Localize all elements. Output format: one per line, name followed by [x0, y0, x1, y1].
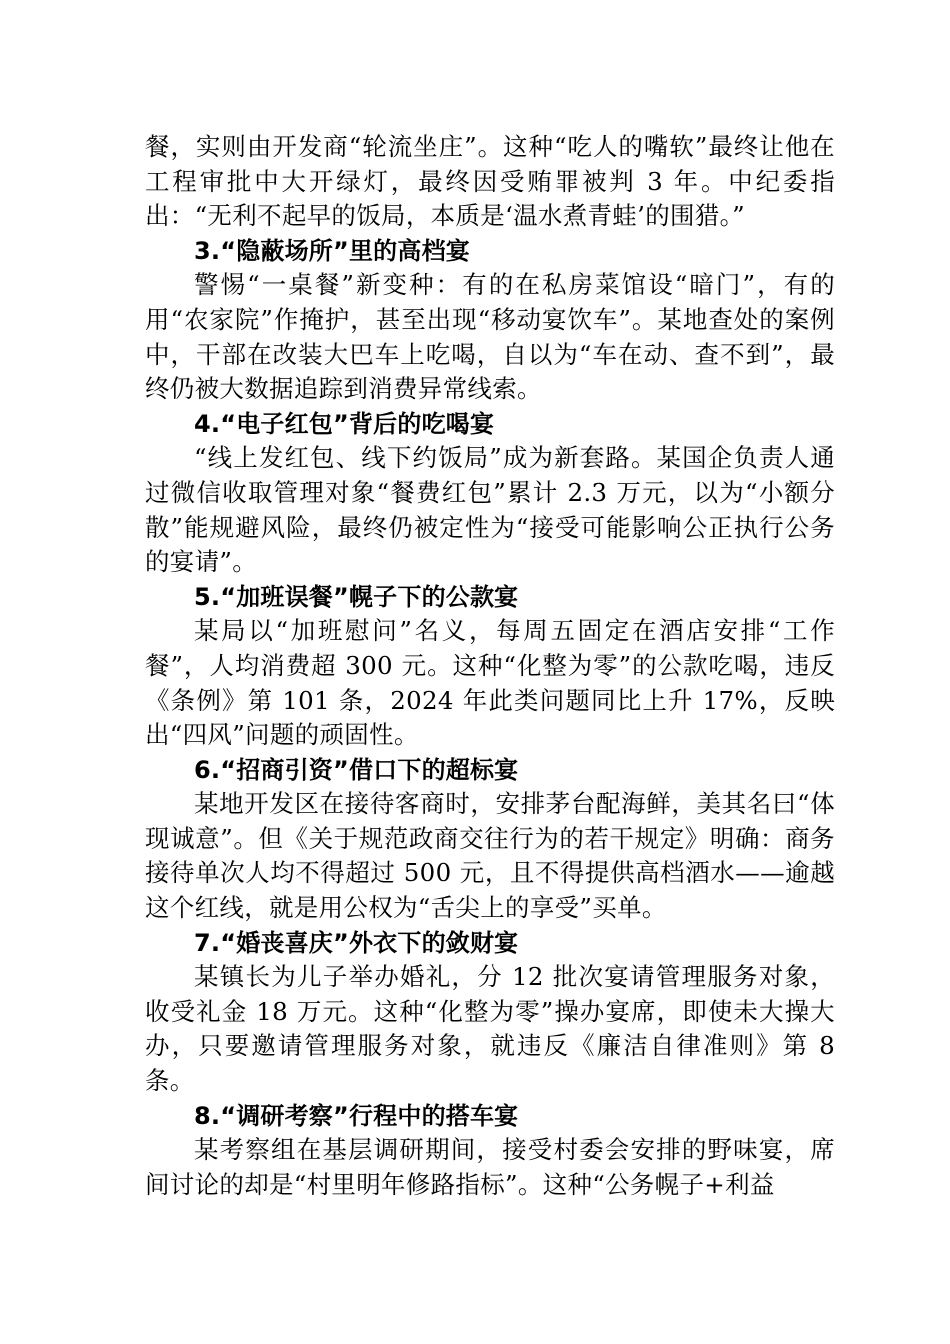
section-body-6: 某地开发区在接待客商时，安排茅台配海鲜，美其名曰“体现诚意”。但《关于规范政商交往行为的若干规定》明确：商务接待单次人均不得超过 500 元，且不得提供高档酒水——逾越这个红线，就是用公权为“舌尖上的享受”买单。	[145, 789, 835, 923]
continuation-paragraph: 餐，实则由开发商“轮流坐庄”。这种“吃人的嘴软”最终让他在工程审批中大开绿灯，最终因受贿罪被判 3 年。中纪委指出：“无利不起早的饭局，本质是‘温水煮青蛙’的围猎。”	[145, 132, 835, 231]
section-heading-8: 8.“调研考察”行程中的搭车宴	[194, 1101, 519, 1130]
section-heading-6: 6.“招商引资”借口下的超标宴	[194, 755, 519, 784]
section-body-8: 某考察组在基层调研期间，接受村委会安排的野味宴，席间讨论的却是“村里明年修路指标”。这种“公务幌子+利益	[145, 1135, 835, 1199]
section-body-7: 某镇长为儿子举办婚礼，分 12 批次宴请管理服务对象，收受礼金 18 万元。这种“化整为零”操办宴席，即使未大操大办，只要邀请管理服务对象，就违反《廉洁自律准则》第 8 条。	[145, 962, 835, 1096]
section-body-5: 某局以“加班慰问”名义，每周五固定在酒店安排“工作餐”，人均消费超 300 元。这种“化整为零”的公款吃喝，违反《条例》第 101 条，2024 年此类问题同比上升 17%，反映出“四风”问题的顽固性。	[145, 616, 835, 750]
section-body-3: 警惕“一桌餐”新变种：有的在私房菜馆设“暗门”，有的用“农家院”作掩护，甚至出现“移动宴饮车”。某地查处的案例中，干部在改装大巴车上吃喝，自以为“车在动、查不到”，最终仍被大数据追踪到消费异常线索。	[145, 270, 835, 404]
section-heading-5: 5.“加班误餐”幌子下的公款宴	[194, 582, 519, 611]
document-page	[145, 130, 835, 1202]
section-heading-3: 3.“隐蔽场所”里的高档宴	[194, 236, 470, 265]
section-body-4: “线上发红包、线下约饭局”成为新套路。某国企负责人通过微信收取管理对象“餐费红包”累计 2.3 万元，以为“小额分散”能规避风险，最终仍被定性为“接受可能影响公正执行公务的宴请”。	[145, 443, 835, 577]
section-heading-7: 7.“婚丧喜庆”外衣下的敛财宴	[194, 928, 519, 957]
section-heading-4: 4.“电子红包”背后的吃喝宴	[194, 409, 495, 438]
